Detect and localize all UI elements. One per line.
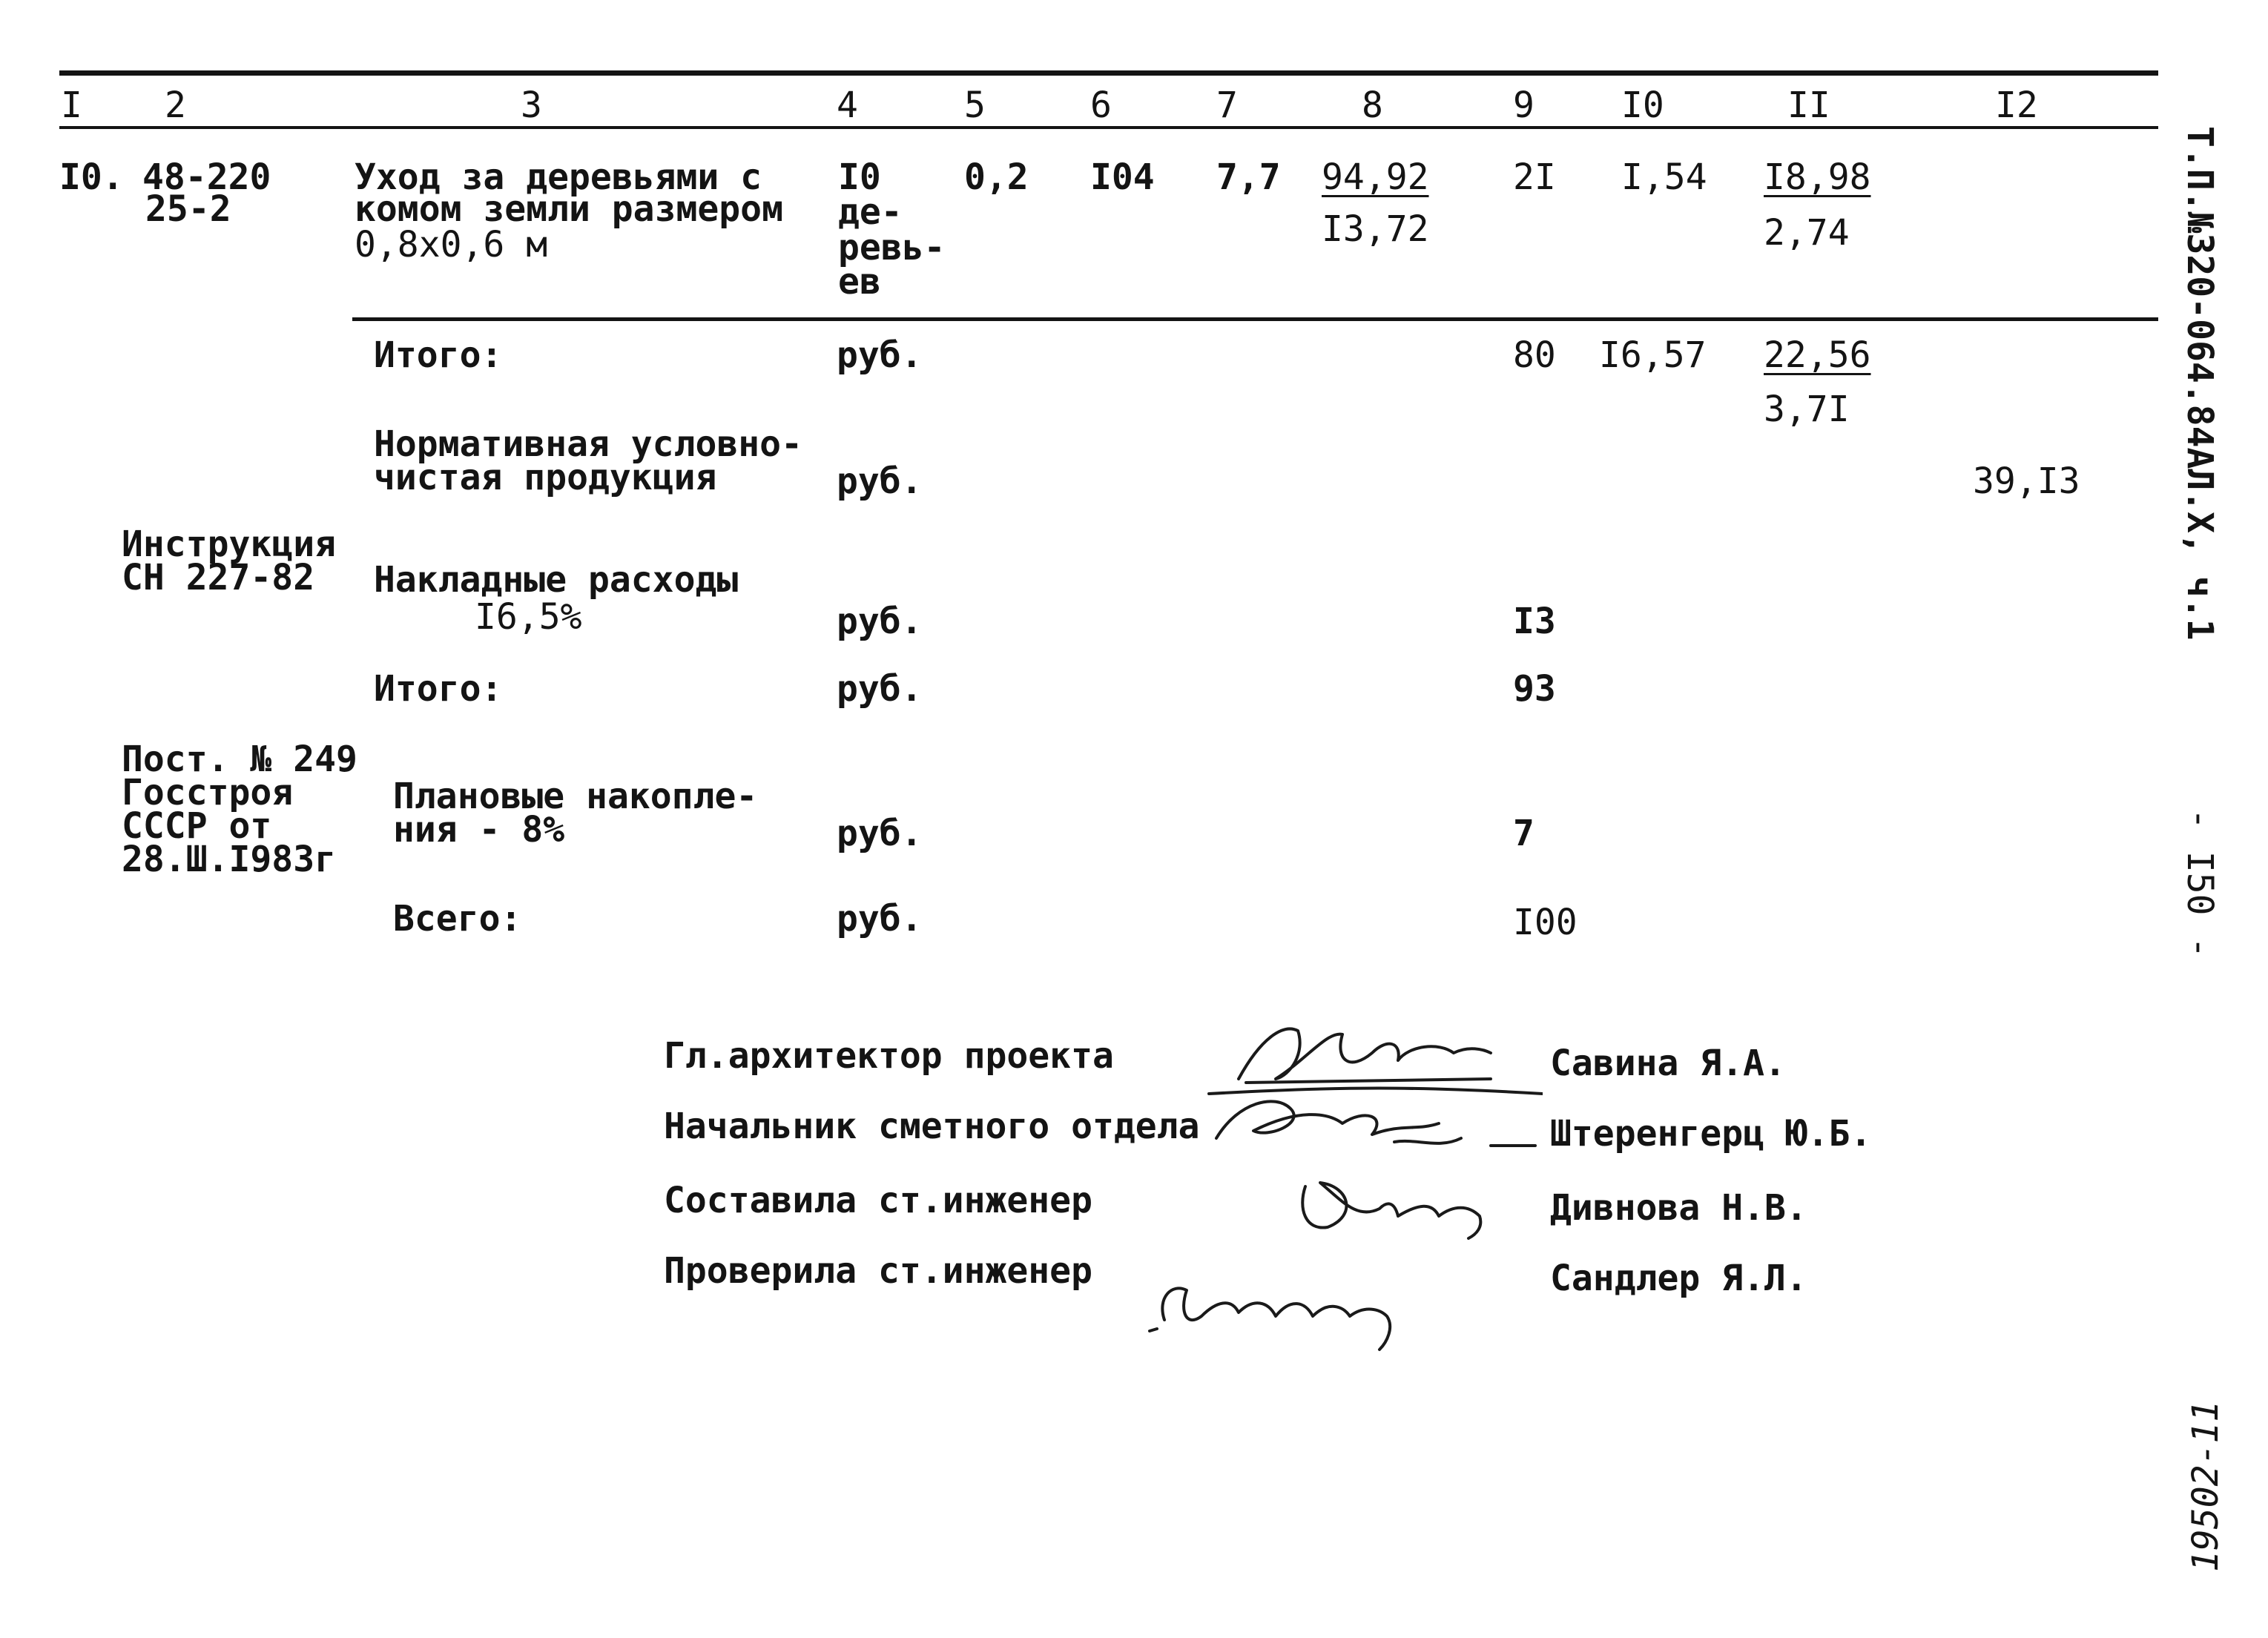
signature-role-3: Составила ст.инженер [664, 1180, 1092, 1221]
decree-ref-3: СССР от [122, 805, 272, 847]
normative-label-1: Нормативная условно- [374, 423, 802, 465]
planned-label-2: ния - 8% [393, 809, 565, 851]
signature-divnova [1276, 1164, 1498, 1246]
row-separator [352, 317, 2158, 321]
row-unit-2: де- [838, 191, 903, 233]
row-desc-2: комом земли размером [355, 188, 783, 230]
row-unit-4: ев [838, 261, 881, 303]
normative-col12: 39,I3 [1973, 460, 2080, 502]
row-desc-1: Уход за деревьями с [355, 156, 762, 198]
total-unit: руб. [837, 898, 923, 939]
signature-sandler [1127, 1261, 1409, 1357]
col-header-2: 2 [165, 85, 186, 126]
col-header-4: 4 [837, 85, 858, 126]
total-col9: I00 [1513, 902, 1578, 943]
overhead-unit: руб. [837, 601, 923, 642]
itogo-col10: I6,57 [1599, 334, 1707, 376]
row-col5: 0,2 [964, 156, 1029, 198]
signature-role-1: Гл.архитектор проекта [664, 1035, 1114, 1077]
itogo-col9: 80 [1513, 334, 1556, 376]
col-header-11: II [1787, 85, 1830, 126]
planned-label-1: Плановые накопле- [393, 776, 758, 817]
itogo-col11-top: 22,56 [1764, 334, 1871, 376]
itogo2-unit: руб. [837, 668, 923, 710]
decree-ref-1: Пост. № 249 [122, 739, 357, 780]
overhead-col9: I3 [1513, 601, 1556, 642]
signature-role-4: Проверила ст.инженер [664, 1250, 1092, 1292]
planned-unit: руб. [837, 813, 923, 854]
signature-name-3: Дивнова Н.В. [1550, 1187, 1807, 1229]
instruction-ref-1: Инструкция [122, 524, 336, 565]
overhead-label-1: Накладные расходы [374, 559, 739, 601]
itogo2-col9: 93 [1513, 668, 1556, 710]
col-header-5: 5 [964, 85, 986, 126]
signature-name-1: Савина Я.А. [1550, 1043, 1786, 1084]
itogo-label: Итого: [374, 334, 503, 376]
top-rule [59, 70, 2158, 76]
instruction-ref-2: СН 227-82 [122, 557, 315, 598]
row-col8-top: 94,92 [1322, 156, 1429, 198]
col-header-1: I [61, 85, 82, 126]
planned-col9: 7 [1513, 813, 1534, 854]
archive-stamp: 19502-11 [2185, 1400, 2226, 1572]
col-header-12: I2 [1995, 85, 2038, 126]
row-col11-bottom: 2,74 [1764, 212, 1850, 254]
col-header-7: 7 [1216, 85, 1238, 126]
row-desc-3: 0,8х0,6 м [355, 224, 548, 265]
row-number: I0. [59, 156, 124, 198]
itogo2-label: Итого: [374, 668, 503, 710]
row-col10: I,54 [1621, 156, 1707, 198]
row-code-1: 48-220 [142, 156, 271, 198]
col-header-8: 8 [1362, 85, 1383, 126]
signature-role-2: Начальник сметного отдела [664, 1106, 1200, 1147]
col-header-6: 6 [1090, 85, 1112, 126]
row-unit-3: ревь- [838, 227, 946, 268]
row-col11-top: I8,98 [1764, 156, 1871, 198]
row-col9: 2I [1513, 156, 1556, 198]
decree-ref-2: Госстроя [122, 772, 294, 813]
row-code-2: 25-2 [145, 188, 231, 230]
signature-name-2: Штеренгерц Ю.Б. [1550, 1113, 1872, 1155]
col-header-10: I0 [1621, 85, 1664, 126]
itogo-unit: руб. [837, 334, 923, 376]
normative-unit: руб. [837, 460, 923, 502]
signature-shterengerts [1194, 1079, 1543, 1160]
document-reference: Т.П.№320-064.84АЛ.Х, ч.1 [2179, 126, 2221, 641]
row-col6: I04 [1090, 156, 1155, 198]
header-rule [59, 126, 2158, 129]
decree-ref-4: 28.Ш.I983г [122, 839, 336, 880]
page-number: - I50 - [2179, 808, 2221, 959]
row-col8-bottom: I3,72 [1322, 208, 1429, 250]
total-label: Всего: [393, 898, 522, 939]
col-header-3: 3 [521, 85, 542, 126]
row-unit-1: I0 [838, 156, 881, 198]
row-col7: 7,7 [1216, 156, 1281, 198]
normative-label-2: чистая продукция [374, 457, 717, 498]
overhead-label-2: I6,5% [475, 596, 582, 638]
col-header-9: 9 [1513, 85, 1534, 126]
signature-name-4: Сандлер Я.Л. [1550, 1258, 1807, 1299]
itogo-col11-bottom: 3,7I [1764, 389, 1850, 430]
